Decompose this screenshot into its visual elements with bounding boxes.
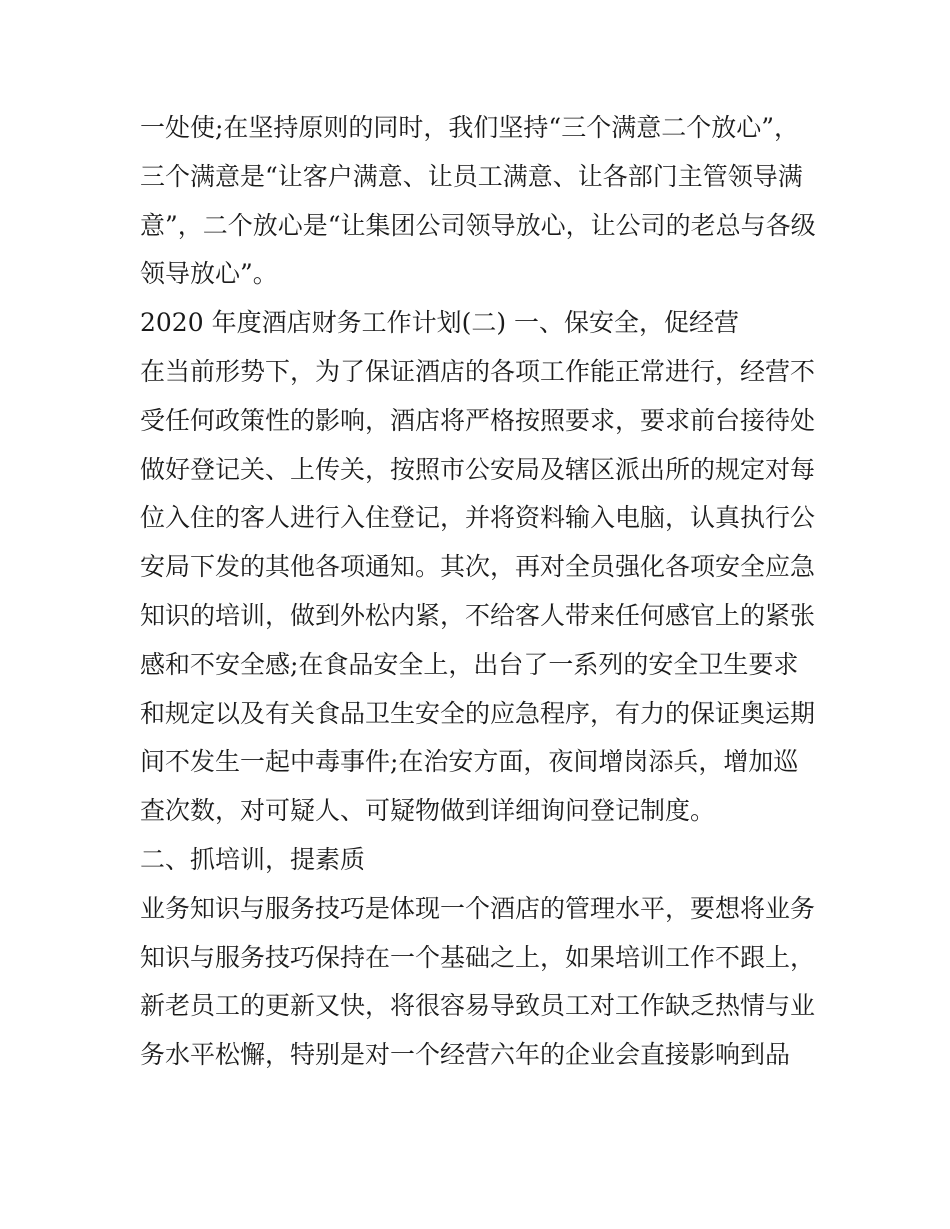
section-heading: 二、抓培训，提素质: [140, 844, 366, 874]
paragraph-line: 新老员工的更新又快，将很容易导致员工对工作缺乏热情与业: [140, 991, 816, 1021]
paragraph-line: 做好登记关、上传关，按照市公安局及辖区派出所的规定对每: [140, 454, 816, 484]
paragraph-line: 在当前形势下，为了保证酒店的各项工作能正常进行，经营不: [140, 356, 816, 386]
document-body: [140, 104, 820, 1080]
paragraph-line: 位入住的客人进行入住登记，并将资料输入电脑，认真执行公: [140, 503, 816, 533]
paragraph-line: 领导放心”。: [140, 259, 278, 289]
paragraph-line: 知识与服务技巧保持在一个基础之上，如果培训工作不跟上，: [140, 942, 816, 972]
paragraph-line: 一处使;在坚持原则的同时，我们坚持“三个满意二个放心”，: [140, 113, 799, 142]
paragraph-line: 和规定以及有关食品卫生安全的应急程序，有力的保证奥运期: [140, 698, 816, 728]
paragraph-line: 意”，二个放心是“让集团公司领导放心，让公司的老总与各级: [140, 210, 816, 240]
section-heading: 2020 年度酒店财务工作计划(二) 一、保安全，促经营: [140, 308, 740, 338]
paragraph-line: 业务知识与服务技巧是体现一个酒店的管理水平，要想将业务: [140, 893, 816, 923]
paragraph-line: 知识的培训，做到外松内紧，不给客人带来任何感官上的紧张: [140, 600, 816, 630]
paragraph-line: 安局下发的其他各项通知。其次，再对全员强化各项安全应急: [140, 552, 816, 582]
paragraph-line: 查次数，对可疑人、可疑物做到详细询问登记制度。: [140, 796, 716, 826]
paragraph-line: 务水平松懈，特别是对一个经营六年的企业会直接影响到品: [140, 1040, 791, 1070]
paragraph-line: 受任何政策性的影响，酒店将严格按照要求，要求前台接待处: [140, 405, 816, 435]
paragraph-line: 间不发生一起中毒事件;在治安方面，夜间增岗添兵，增加巡: [140, 747, 799, 777]
paragraph-line: 感和不安全感;在食品安全上，出台了一系列的安全卫生要求: [140, 649, 799, 679]
paragraph-line: 三个满意是“让客户满意、让员工满意、让各部门主管领导满: [140, 161, 803, 191]
